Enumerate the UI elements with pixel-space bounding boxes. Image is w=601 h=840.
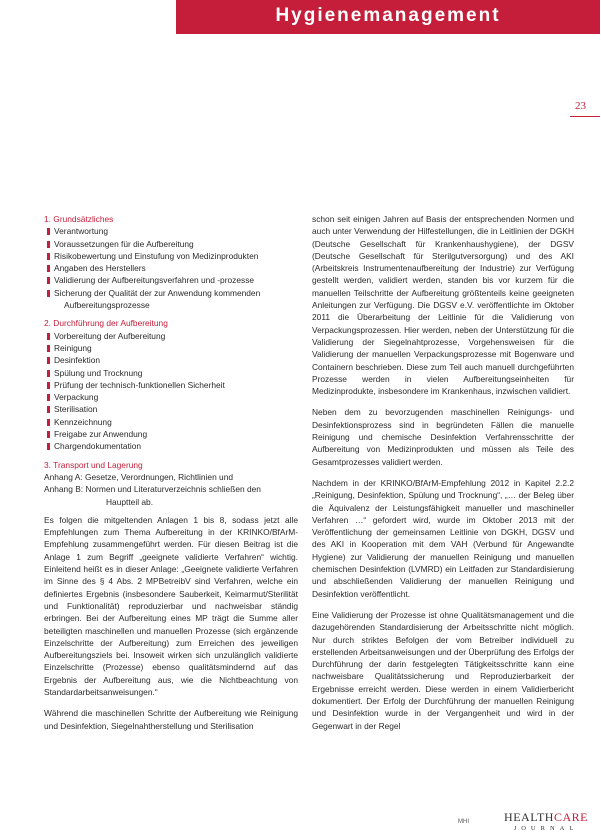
page-number-rule xyxy=(570,116,600,117)
toc-item: Risikobewertung und Einstufung von Medizinprodukten xyxy=(44,250,298,262)
body-paragraph: Während die maschinellen Schritte der Aufbereitung wie Reinigung und Desinfektion, Siegelnahtherstellung und Sterilisation xyxy=(44,708,298,731)
journal-logo xyxy=(498,810,594,832)
toc-item: Desinfektion xyxy=(44,354,298,366)
footer-code: MHI xyxy=(458,819,469,825)
annex-line: Anhang A: Gesetze, Verordnungen, Richtlinien und xyxy=(44,471,234,482)
right-column xyxy=(312,213,574,741)
toc-item: Vorbereitung der Aufbereitung xyxy=(44,330,298,342)
header-band xyxy=(176,0,600,34)
body-paragraph: Nachdem in der KRINKO/BfArM-Empfehlung 2012 in Kapitel 2.2.2 „Reinigung, Desinfektion, Spülung und Trocknung“, „… der Beleg über die Äquivalenz der Leistungsfähigkeit manueller und maschineller Verfahren …“ gefordert wird, wurde im Oktober 2013 mit der Veröffentlichung der gemeinsamen Leitlinie von DGKH, DGSV und des AKI in Kooperation mit dem VAH (Verbund für Angewandte Hygiene) zur Validierung der manuellen Reinigung und manuellen chemischen Desinfektion (LVMRD) ein Leitfaden zur Standardisierung und abschließenden Validierung der manuellen Reinigung und Desinfektion veröffentlicht. xyxy=(312,477,574,599)
toc-item: Validierung der Aufbereitungsverfahren und -prozesse xyxy=(44,274,298,286)
toc-item: Sterilisation xyxy=(44,403,298,415)
toc-item-continuation: Aufbereitungsprozesse xyxy=(64,300,150,311)
body-paragraph: Eine Validierung der Prozesse ist ohne Qualitätsmanagement und die dazugehörenden Standardisierung der Arbeitsschritte nicht möglich. Nur durch striktes Befolgen der vom Betreiber individuell zu erstellenden Arbeitsanweisungen und der Überprüfung des Erfolgs der Durchführung der darin festgelegten Tätigkeitsschritte kann eine nachweisbare Qualitätssicherung und Reproduzierbarkeit der Ergebnisse erreicht werden. Diese werden in einem Validierbericht dokumentiert. Der Erfolg der Durchführung der manuellen Reinigung und Desinfektion wurde in der Vergangenheit und wird in der Gegenwart in der Regel xyxy=(312,609,574,731)
annex-line: Anhang B: Normen und Literaturverzeichnis schließen den xyxy=(44,484,261,495)
toc-item: Kennzeichnung xyxy=(44,416,298,428)
toc-item: Prüfung der technisch-funktionellen Sicherheit xyxy=(44,379,298,391)
toc-item: Verantwortung xyxy=(44,225,298,237)
toc-item: Verpackung xyxy=(44,391,298,403)
left-column xyxy=(44,213,298,741)
body-paragraph: Es folgen die mitgeltenden Anlagen 1 bis 8, sodass jetzt alle Empfehlungen zum Thema Aufbereitung in der KRINKO/BfArM-Empfehlung zusammengeführt werden. Für diesen Beitrag ist die Anlage 1 zum Begriff „geeignete validierte Verfahren“ wichtig. Einleitend heißt es in dieser Anlage: „Geeignete validierte Verfahren im Sinne des § 4 Abs. 2 MPBetreibV sind Verfahren, welche ein definiertes Ergebnis (insbesondere Sauberkeit, Keimarmut/Sterilität und Funktionalität) reproduzierbar und nachweisbar ständig erbringen. Bei der Aufbereitung eines MP trägt die Summe aller beteiligten maschinellen und manuellen Prozesse (sich ergänzende Einzelschritte der Aufbereitung) zum Erreichen des jeweiligen Aufbereitungsziels bei. Insoweit wirken sich unzulänglich validierte Einzelschritte (Prozesse) ebenso qualitätsmindernd auf das Ergebnis der Aufbereitung aus, wie die Nichtbeachtung von Standardarbeitsanweisungen.“ xyxy=(44,514,298,697)
toc-item: Reinigung xyxy=(44,342,298,354)
toc-section-2 xyxy=(44,317,298,452)
annex-continuation: Hauptteil ab. xyxy=(106,496,154,507)
toc-item: Spülung und Trocknung xyxy=(44,367,298,379)
logo-word-health: HEALTH xyxy=(504,810,554,824)
body-paragraph: Neben dem zu bevorzugenden maschinellen Reinigungs- und Desinfektionsprozess sind in begründeten Fällen die manuelle Reinigung und chemische Desinfektion Verfahrensschritte der Aufbereitung von Medizinprodukten und müssen als Teile des Gesamtprozesses validiert werden. xyxy=(312,407,574,467)
toc-item: Voraussetzungen für die Aufbereitung xyxy=(44,238,298,250)
toc-section-3 xyxy=(44,459,298,508)
toc-heading: 3. Transport und Lagerung xyxy=(44,459,143,470)
page-number: 23 xyxy=(575,100,586,112)
body-paragraph: schon seit einigen Jahren auf Basis der entsprechenden Normen und auch unter Verwendung der Hilfestellungen, die in Leitlinien der DGKH (Deutsche Gesellschaft für Krankenhaushygiene), der DGSV (Deutsche Gesellschaft für Sterilgutversorgung) und des AKI (Arbeitskreis Instrumentenaufbereitung der Industrie) zur Verfügung gestellt werden, validiert werden, standen bis vor kurzem für die manuellen Teilschritte der Aufbereitung größtenteils keine geeigneten Anleitungen zur Verfügung. Die DGSV e.V. veröffentlichte im Oktober 2011 die Überarbeitung der Leitlinie für die Validierung von Verpackungsprozessen. Hier werden, neben der Unterstützung für die Validierung der Siegelnahtprozesse, Vorgehensweisen für die Validierung der manuellen Verpackungsprozesse mit Bogenware und Containern beschrieben. Diese zum Teil auch manuell durchgeführten Prozesse werden in vielen Aufbereitungseinheiten für Medizinprodukte, insbesondere im Krankenhaus, inzwischen validiert. xyxy=(312,214,574,397)
toc-item: Chargendokumentation xyxy=(44,440,298,452)
toc-heading: 1. Grundsätzliches xyxy=(44,214,114,224)
toc-item: Angaben des Herstellers xyxy=(44,262,298,274)
logo-wordmark xyxy=(498,810,594,825)
toc-item: Freigabe zur Anwendung xyxy=(44,428,298,440)
toc-item: Sicherung der Qualität der zur Anwendung kommenden xyxy=(44,287,298,299)
toc-heading: 2. Durchführung der Aufbereitung xyxy=(44,318,168,329)
toc-section-1 xyxy=(44,213,298,311)
logo-word-care: CARE xyxy=(553,810,588,824)
logo-subline: JOURNAL xyxy=(513,825,579,832)
page-title: Hygienemanagement xyxy=(275,5,501,26)
